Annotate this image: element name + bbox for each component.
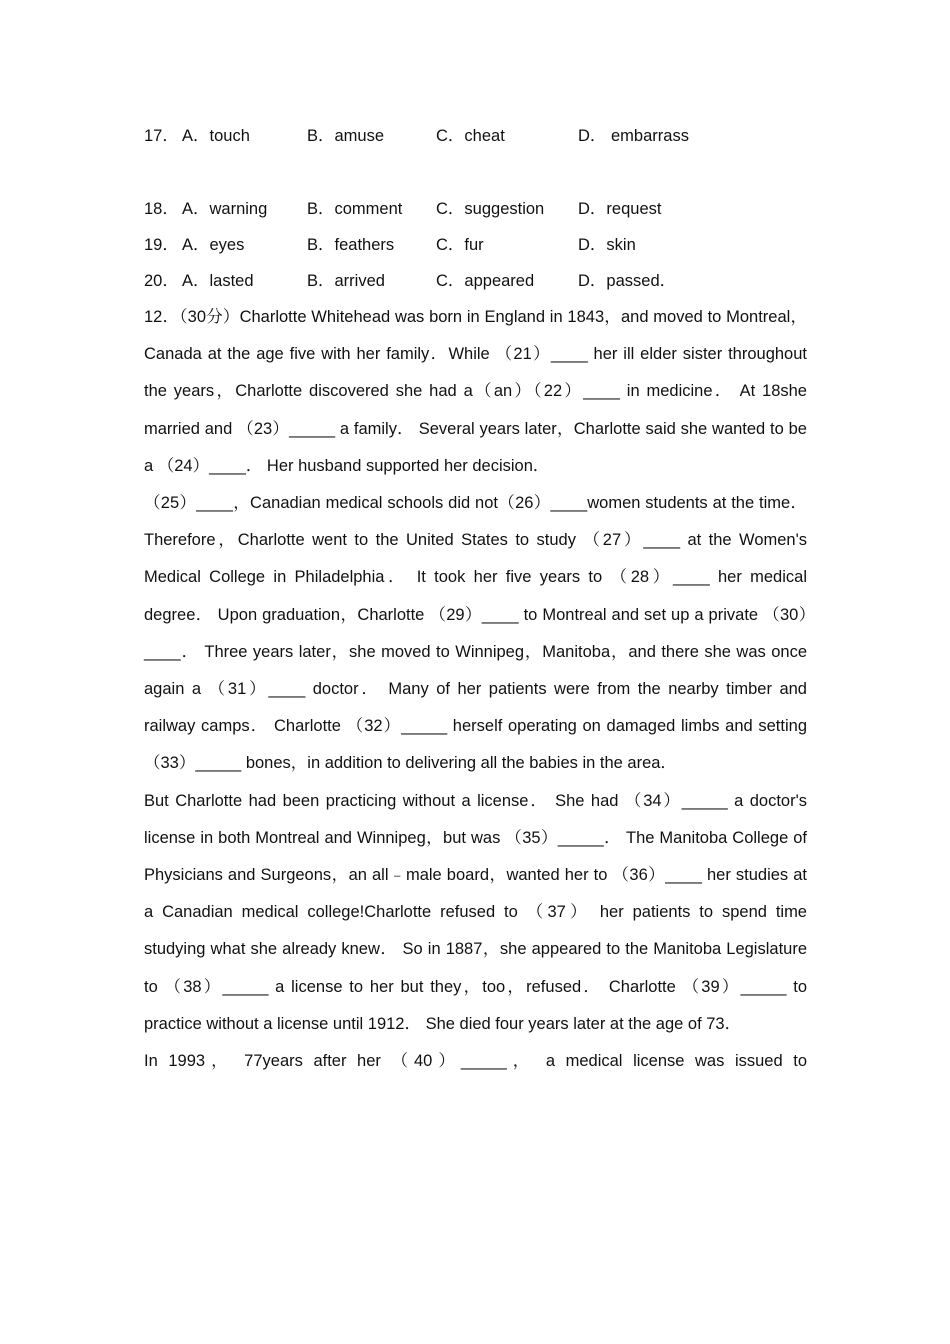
option-a: A．lasted [182, 272, 254, 290]
passage-paragraph-4: In 1993， 77years after her （40）_____， a medical license was issued to [144, 1052, 807, 1071]
option-a: A．eyes [182, 236, 245, 254]
option-c: C．suggestion [436, 200, 545, 218]
option-b: B．comment [307, 200, 403, 218]
option-b: B．feathers [307, 236, 395, 254]
question-19-options [144, 227, 807, 263]
question-17-options [144, 118, 807, 191]
option-b: B．amuse [307, 127, 385, 145]
option-c: C．appeared [436, 272, 535, 290]
option-d: D．request [578, 200, 662, 218]
passage-paragraph-2: （25）____，Canadian medical schools did not（26）____women students at the time． Therefore，Charlotte went to the United States to study （27）____ at the Women's Medical College in Philadelphia． It took her five years to （28）____ her medical degree． Upon graduation，Charlotte （29）____ to Montreal and set up a private （30）____． Three years later，she moved to Winnipeg，Manitoba，and there she was once again a （31）____ doctor． Many of her patients were from the nearby timber and railway camps． Charlotte （32）_____ herself operating on damaged limbs and setting （33）_____ bones，in addition to delivering all the babies in the area． [144, 494, 807, 773]
question-number: 20． [144, 272, 179, 290]
question-20-options [144, 263, 807, 299]
document-content [144, 118, 807, 1080]
question-number: 18． [144, 200, 179, 218]
question-18-options [144, 191, 807, 227]
option-d: D． embarrass [578, 127, 689, 145]
option-c: C．cheat [436, 127, 505, 145]
option-a: A．warning [182, 200, 268, 218]
option-c: C．fur [436, 236, 484, 254]
option-a: A．touch [182, 127, 250, 145]
passage-paragraph-3: But Charlotte had been practicing without a license． She had （34）_____ a doctor's license in both Montreal and Winnipeg，but was （35）_____． The Manitoba College of Physicians and Surgeons，an all﹣male board，wanted her to （36）____ her studies at a Canadian medical college!Charlotte refused to （37） her patients to spend time studying what she already knew． So in 1887，she appeared to the Manitoba Legislature to （38）_____ a license to her but they，too，refused． Charlotte （39）_____ to practice without a license until 1912． She died four years later at the age of 73． [144, 791, 807, 1033]
option-d: D．passed． [578, 272, 677, 290]
option-b: B．arrived [307, 272, 385, 290]
question-number: 17． [144, 127, 179, 145]
passage-paragraph-1: 12．（30分）Charlotte Whitehead was born in England in 1843，and moved to Montreal，Canada at the age five with her family．While （21）____ her ill elder sister throughout the years，Charlotte discovered she had a（an）（22）____ in medicine． At 18she married and （23）_____ a family． Several years later，Charlotte said she wanted to be a （24）____． Her husband supported her decision． [144, 308, 807, 475]
option-d: D．skin [578, 236, 636, 254]
question-number: 19． [144, 236, 179, 254]
